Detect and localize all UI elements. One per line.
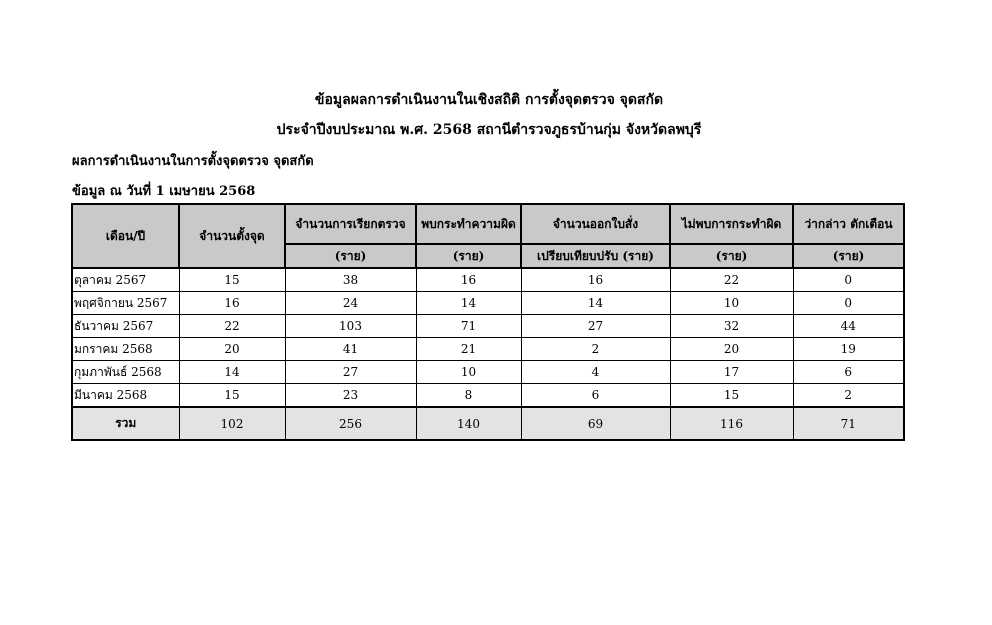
cell-inspections: 27 — [285, 361, 416, 384]
cell-tickets: 6 — [521, 384, 670, 408]
cell-warnings: 44 — [793, 315, 904, 338]
cell-no-violation: 17 — [670, 361, 793, 384]
cell-inspections: 103 — [285, 315, 416, 338]
table-row — [72, 384, 904, 408]
table-row — [72, 338, 904, 361]
cell-violations: 8 — [416, 384, 521, 408]
cell-tickets: 2 — [521, 338, 670, 361]
cell-tickets: 27 — [521, 315, 670, 338]
column-header-violations: พบกระทำความผิด — [416, 204, 521, 244]
cell-violations: 16 — [416, 268, 521, 292]
cell-checkpoints: 16 — [179, 292, 285, 315]
table-row — [72, 292, 904, 315]
cell-inspections: 23 — [285, 384, 416, 408]
cell-warnings: 6 — [793, 361, 904, 384]
column-header-checkpoints: จำนวนตั้งจุด — [179, 204, 285, 268]
column-subheader-violations: (ราย) — [416, 244, 521, 268]
cell-no-violation: 20 — [670, 338, 793, 361]
column-subheader-tickets: เปรียบเทียบปรับ (ราย) — [521, 244, 670, 268]
cell-total-label: รวม — [72, 407, 179, 440]
cell-month: มีนาคม 2568 — [72, 384, 179, 408]
report-subtitle-fiscal-year: ประจำปีงบประมาณ พ.ศ. 2568 สถานีตำรวจภูธรบ้านกุ่ม จังหวัดลพบุรี — [276, 122, 702, 138]
cell-total-inspections: 256 — [285, 407, 416, 440]
column-header-inspections: จำนวนการเรียกตรวจ — [285, 204, 416, 244]
cell-inspections: 24 — [285, 292, 416, 315]
column-subheader-warnings: (ราย) — [793, 244, 904, 268]
cell-checkpoints: 15 — [179, 268, 285, 292]
cell-checkpoints: 22 — [179, 315, 285, 338]
cell-month: กุมภาพันธ์ 2568 — [72, 361, 179, 384]
column-header-warnings: ว่ากล่าว ตักเตือน — [793, 204, 904, 244]
table-header — [72, 204, 904, 268]
cell-total-no-violation: 116 — [670, 407, 793, 440]
column-header-month: เดือน/ปี — [72, 204, 179, 268]
cell-month: ธันวาคม 2567 — [72, 315, 179, 338]
cell-checkpoints: 14 — [179, 361, 285, 384]
cell-violations: 10 — [416, 361, 521, 384]
table-row — [72, 268, 904, 292]
cell-month: พฤศจิกายน 2567 — [72, 292, 179, 315]
cell-violations: 71 — [416, 315, 521, 338]
cell-inspections: 38 — [285, 268, 416, 292]
column-header-no-violation: ไม่พบการกระทำผิด — [670, 204, 793, 244]
table-body — [72, 268, 904, 440]
cell-no-violation: 15 — [670, 384, 793, 408]
cell-inspections: 41 — [285, 338, 416, 361]
cell-total-violations: 140 — [416, 407, 521, 440]
column-header-tickets: จำนวนออกใบสั่ง — [521, 204, 670, 244]
cell-total-warnings: 71 — [793, 407, 904, 440]
cell-tickets: 14 — [521, 292, 670, 315]
column-subheader-inspections: (ราย) — [285, 244, 416, 268]
cell-checkpoints: 15 — [179, 384, 285, 408]
cell-tickets: 4 — [521, 361, 670, 384]
cell-total-checkpoints: 102 — [179, 407, 285, 440]
cell-tickets: 16 — [521, 268, 670, 292]
section-heading: ผลการดำเนินงานในการตั้งจุดตรวจ จุดสกัด — [72, 154, 314, 169]
report-title: ข้อมูลผลการดำเนินงานในเชิงสถิติ การตั้งจุดตรวจ จุดสกัด — [314, 92, 664, 108]
cell-violations: 21 — [416, 338, 521, 361]
cell-checkpoints: 20 — [179, 338, 285, 361]
cell-violations: 14 — [416, 292, 521, 315]
checkpoint-statistics-table — [71, 203, 905, 441]
cell-no-violation: 32 — [670, 315, 793, 338]
cell-no-violation: 22 — [670, 268, 793, 292]
table-row — [72, 361, 904, 384]
total-row — [72, 407, 904, 440]
table-row — [72, 315, 904, 338]
cell-total-tickets: 69 — [521, 407, 670, 440]
cell-month: ตุลาคม 2567 — [72, 268, 179, 292]
column-subheader-no-violation: (ราย) — [670, 244, 793, 268]
cell-warnings: 0 — [793, 268, 904, 292]
cell-warnings: 0 — [793, 292, 904, 315]
data-date-label: ข้อมูล ณ วันที่ 1 เมษายน 2568 — [72, 184, 256, 199]
cell-month: มกราคม 2568 — [72, 338, 179, 361]
cell-no-violation: 10 — [670, 292, 793, 315]
cell-warnings: 19 — [793, 338, 904, 361]
cell-warnings: 2 — [793, 384, 904, 408]
